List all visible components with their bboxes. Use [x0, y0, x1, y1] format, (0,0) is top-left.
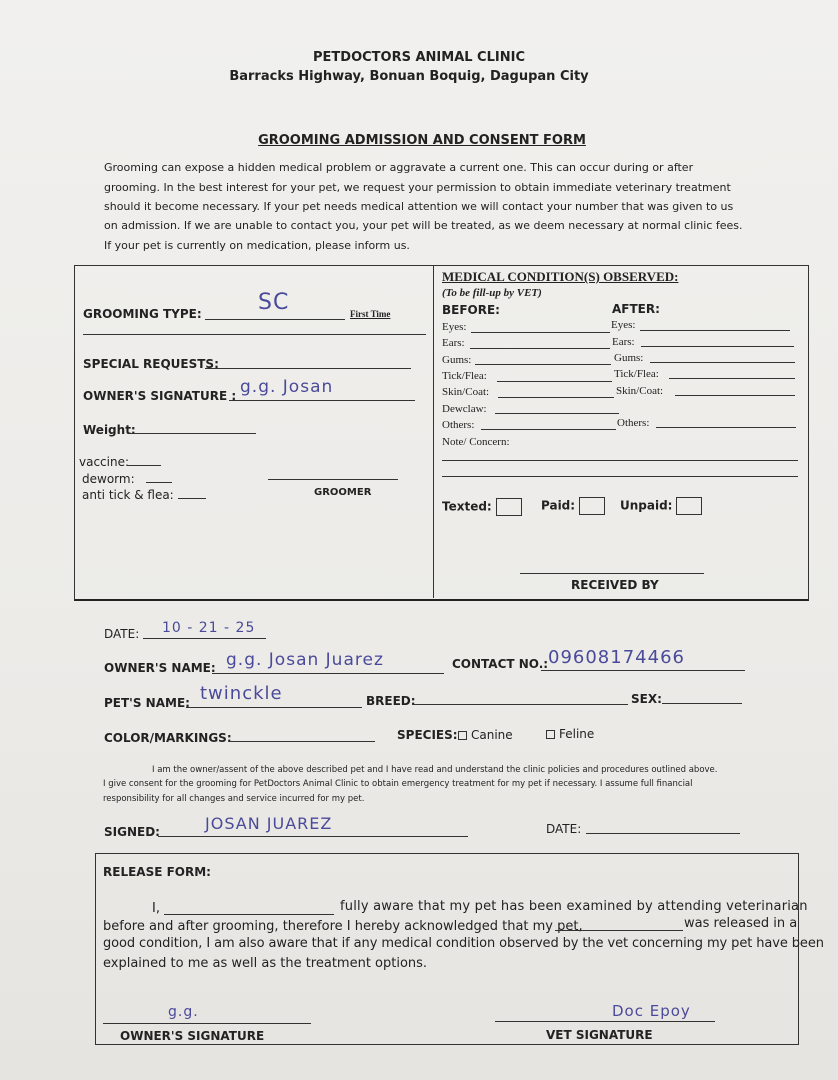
release-line-1a: I,: [152, 901, 160, 916]
release-owner-signature-label: OWNER'S SIGNATURE: [120, 1029, 265, 1043]
canine-label: Canine: [471, 728, 513, 742]
before-item-skin: Skin/Coat:: [442, 386, 490, 398]
after-item-skin: Skin/Coat:: [616, 385, 664, 397]
intro-line: If your pet is currently on medication, please inform us.: [104, 239, 410, 252]
vet-subtitle: (To be fill-up by VET): [442, 287, 542, 299]
after-gums-line[interactable]: [650, 362, 795, 363]
weight-label: Weight:: [83, 423, 136, 437]
anti-tick-line[interactable]: [178, 498, 206, 499]
color-label: COLOR/MARKINGS:: [104, 731, 232, 745]
groomer-line[interactable]: [268, 479, 398, 480]
sex-label: SEX:: [631, 692, 662, 706]
before-item-tick: Tick/Flea:: [442, 370, 487, 382]
after-item-others: Others:: [617, 417, 650, 429]
consent-line: I give consent for the grooming for PetDoctors Animal Clinic to obtain emergency treatment for my pet if necessary. I assume full financial: [103, 779, 693, 789]
owner-signature-label: OWNER'S SIGNATURE :: [83, 389, 237, 403]
release-line-4: explained to me as well as the treatment options.: [103, 956, 428, 971]
consent-line: responsibility for all changes and service incurred for my pet.: [103, 794, 365, 804]
clinic-address: Barracks Highway, Bonuan Boquig, Dagupan City: [229, 69, 589, 84]
before-gums-line[interactable]: [475, 364, 611, 365]
signed-label: SIGNED:: [104, 825, 160, 839]
vet-signature-line[interactable]: [495, 1021, 715, 1022]
before-ears-line[interactable]: [470, 348, 610, 349]
color-line[interactable]: [229, 741, 375, 742]
date-label: DATE:: [104, 627, 140, 641]
vaccine-line[interactable]: [127, 465, 161, 466]
species-label: SPECIES:: [397, 728, 458, 742]
before-item-others: Others:: [442, 419, 475, 431]
after-tick-line[interactable]: [669, 378, 795, 379]
owner-name-line[interactable]: [212, 673, 444, 674]
release-title: RELEASE FORM:: [103, 865, 211, 879]
before-item-gums: Gums:: [442, 354, 472, 366]
clinic-name: PETDOCTORS ANIMAL CLINIC: [313, 50, 525, 65]
anti-tick-label: anti tick & flea:: [82, 488, 174, 502]
canine-checkbox[interactable]: [458, 728, 513, 742]
intro-line: Grooming can expose a hidden medical problem or aggravate a current one. This can occur during or after: [104, 161, 694, 174]
after-others-line[interactable]: [656, 427, 796, 428]
before-item-ears: Ears:: [442, 337, 465, 349]
before-dewclaw-line[interactable]: [495, 413, 619, 414]
release-name-line[interactable]: [164, 914, 334, 915]
vet-signature-value: Doc Epoy: [612, 1002, 691, 1020]
after-item-tick: Tick/Flea:: [614, 368, 659, 380]
before-item-eyes: Eyes:: [442, 321, 467, 333]
feline-box[interactable]: [546, 730, 555, 739]
feline-label: Feline: [559, 727, 595, 741]
breed-label: BREED:: [366, 694, 416, 708]
owner-name-value: g.g. Josan Juarez: [226, 650, 384, 670]
special-requests-line[interactable]: [205, 368, 411, 369]
before-tick-line[interactable]: [497, 381, 612, 382]
breed-line[interactable]: [413, 704, 628, 705]
before-item-dewclaw: Dewclaw:: [442, 403, 487, 415]
release-line-1b: fully aware that my pet has been examined by attending veterinarian: [340, 899, 808, 914]
before-eyes-line[interactable]: [471, 332, 610, 333]
contact-label: CONTACT NO.:: [452, 657, 549, 671]
contact-line[interactable]: [541, 670, 745, 671]
release-line-3: good condition, I am also aware that if any medical condition observed by the vet concerning my pet have been: [103, 936, 824, 951]
paid-checkbox[interactable]: [541, 497, 605, 515]
deworm-label: deworm:: [82, 472, 135, 486]
weight-line[interactable]: [130, 433, 256, 434]
before-skin-line[interactable]: [498, 397, 614, 398]
special-requests-label: SPECIAL REQUESTS:: [83, 357, 219, 371]
first-time-label: First Time: [350, 309, 391, 319]
date-value: 10 - 21 - 25: [162, 620, 256, 636]
after-eyes-line[interactable]: [640, 330, 790, 331]
texted-checkbox[interactable]: [442, 498, 522, 516]
after-ears-line[interactable]: [641, 346, 794, 347]
before-label: BEFORE:: [442, 303, 500, 317]
after-skin-line[interactable]: [675, 395, 795, 396]
release-line-2b: was released in a: [684, 916, 798, 931]
unpaid-checkbox[interactable]: [620, 497, 702, 515]
before-others-line[interactable]: [481, 429, 616, 430]
intro-line: grooming. In the best interest for your pet, we request your permission to obtain immediate veterinary treatment: [104, 181, 731, 194]
form-title: GROOMING ADMISSION AND CONSENT FORM: [258, 133, 586, 148]
received-by-line[interactable]: [520, 573, 704, 574]
texted-box[interactable]: [496, 498, 522, 516]
medical-condition-title: MEDICAL CONDITION(S) OBSERVED:: [442, 269, 679, 284]
paid-box[interactable]: [579, 497, 605, 515]
consent-line: I am the owner/assent of the above described pet and I have read and understand the clinic policies and procedures outlined above.: [152, 765, 718, 775]
intro-line: on admission. If we are unable to contact you, your pet will be treated, as we deem necessary at normal clinic fees.: [104, 219, 743, 232]
grooming-type-line-2: [83, 334, 426, 335]
intro-line: should it become necessary. If your pet needs medical attention we will contact your number that was given to us: [104, 200, 734, 213]
grooming-type-value: SC: [258, 290, 290, 315]
grooming-type-label: GROOMING TYPE:: [83, 307, 202, 321]
note-line-1[interactable]: [442, 460, 798, 461]
unpaid-box[interactable]: [676, 497, 702, 515]
owner-name-label: OWNER'S NAME:: [104, 661, 216, 675]
paid-label: Paid:: [541, 498, 576, 513]
vaccine-label: vaccine:: [79, 455, 130, 469]
note-line-2[interactable]: [442, 476, 798, 477]
box-divider: [433, 265, 434, 598]
owner-signature-line[interactable]: [229, 400, 415, 401]
release-pet-line[interactable]: [555, 930, 683, 931]
deworm-line[interactable]: [146, 482, 172, 483]
date-line[interactable]: [143, 638, 266, 639]
pet-name-line[interactable]: [186, 707, 362, 708]
pet-name-value: twinckle: [200, 683, 283, 704]
owner-signature-value: g.g. Josan: [240, 377, 334, 397]
after-item-ears: Ears:: [612, 336, 635, 348]
unpaid-label: Unpaid:: [620, 498, 673, 513]
release-line-2a: before and after grooming, therefore I hereby acknowledged that my pet,: [103, 919, 583, 934]
note-label: Note/ Concern:: [442, 436, 510, 448]
release-owner-signature-value: g.g.: [168, 1004, 199, 1020]
after-item-gums: Gums:: [614, 352, 644, 364]
consent-date-line[interactable]: [586, 833, 740, 834]
texted-label: Texted:: [442, 499, 492, 514]
consent-date-label: DATE:: [546, 822, 582, 836]
grooming-type-line[interactable]: [205, 319, 345, 320]
contact-value: 09608174466: [548, 647, 685, 668]
after-item-eyes: Eyes:: [611, 319, 636, 331]
sex-line[interactable]: [662, 703, 742, 704]
groomer-label: GROOMER: [314, 487, 372, 498]
signed-value: JOSAN JUAREZ: [205, 814, 333, 833]
signed-line[interactable]: [158, 836, 468, 837]
release-owner-signature-line[interactable]: [103, 1023, 311, 1024]
vet-signature-label: VET SIGNATURE: [546, 1028, 653, 1042]
canine-box[interactable]: [458, 731, 467, 740]
pet-name-label: PET'S NAME:: [104, 696, 190, 710]
after-label: AFTER:: [612, 302, 660, 316]
received-by-label: RECEIVED BY: [571, 578, 659, 592]
feline-checkbox[interactable]: [546, 727, 594, 741]
